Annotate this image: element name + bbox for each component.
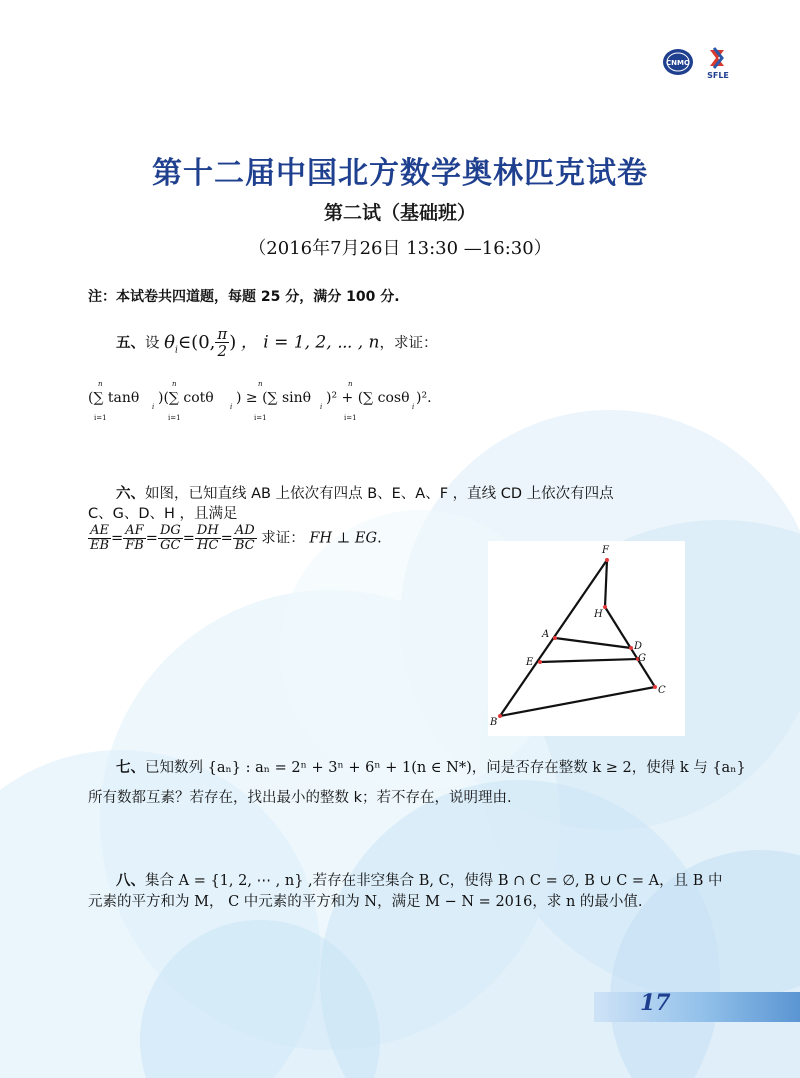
q5-ineq-sub-i2: i xyxy=(230,403,233,411)
q7-line2: 所有数都互素？若存在，找出最小的整数 k；若不存在，说明理由. xyxy=(88,790,512,806)
q5-sum1-top: n xyxy=(98,380,103,388)
q5-inequality xyxy=(88,378,432,426)
exam-date: （2016年7月26日 13:30 —16:30） xyxy=(248,238,552,259)
q8-line1 xyxy=(116,870,723,892)
segment-F-to-H xyxy=(605,560,607,607)
q6-eq3: = xyxy=(182,530,195,547)
q5-ineq-part-d: )² + (∑ cosθ xyxy=(326,390,410,406)
label-C: C xyxy=(658,685,666,696)
q6-frac3-den: GC xyxy=(160,538,181,553)
label-F: F xyxy=(602,545,609,556)
exam-title: 第十二届中国北方数学奥林匹克试卷 xyxy=(152,156,648,191)
q6-ratio-condition xyxy=(88,524,382,553)
q6-frac3-num: DG xyxy=(159,523,181,538)
q5-lead: 设 xyxy=(145,335,160,352)
q5-sum2-top: n xyxy=(172,380,177,388)
q6-eq1: = xyxy=(111,530,124,547)
label-D: D xyxy=(634,641,643,652)
q6-line1 xyxy=(116,483,614,505)
exam-subtitle: 第二试（基础班） xyxy=(323,202,476,224)
q5-sum2-bot: i=1 xyxy=(168,414,181,422)
q6-eq4: = xyxy=(220,530,233,547)
q5-theta: θ xyxy=(164,331,175,353)
q6-frac1-den: EB xyxy=(90,538,110,553)
q6-frac4-den: HC xyxy=(197,538,219,553)
point-C xyxy=(653,685,657,689)
q6-figure-diagram xyxy=(488,541,685,736)
q5-close: ) xyxy=(229,331,237,353)
q6-claim: FH ⊥ EG xyxy=(309,530,378,547)
exam-note: 注：本试卷共四道题，每题 25 分，满分 100 分. xyxy=(88,289,400,305)
segment-AD xyxy=(555,638,631,648)
page-number: 17 xyxy=(640,990,671,1016)
q6-frac4-num: DH xyxy=(196,523,219,538)
q5-sum4-bot: i=1 xyxy=(344,414,357,422)
point-F xyxy=(605,558,609,562)
q5-index-range: ， i = 1, 2, ⋯ , n xyxy=(240,332,380,353)
q5-theta-sub: i xyxy=(174,345,178,356)
q7-line1-text: 已知数列 {aₙ} : aₙ = 2ⁿ + 3ⁿ + 6ⁿ + 1(n ∈ N*)，问是否存在整数 k ≥ 2，使得 k 与 {aₙ} xyxy=(145,760,746,776)
q5-ineq-sub-i1: i xyxy=(152,403,155,411)
q6-period: . xyxy=(377,530,382,547)
q8-line2: 元素的平方和为 M， C 中元素的平方和为 N，满足 M − N = 2016，求 n 的最小值. xyxy=(88,894,643,910)
point-H xyxy=(603,605,607,609)
q5-ineq-part-b: )(∑ cotθ xyxy=(158,390,214,406)
point-A xyxy=(553,636,557,640)
label-B: B xyxy=(490,717,498,728)
q7-number: 七、 xyxy=(116,760,145,776)
q8-number: 八、 xyxy=(116,873,145,889)
cnmo-logo-text: CNMO xyxy=(666,59,690,67)
q5-sum3-top: n xyxy=(258,380,263,388)
label-H: H xyxy=(594,609,603,620)
q6-line2: C、G、D、H ，且满足 xyxy=(88,506,238,522)
q5-statement xyxy=(116,326,437,361)
q5-sum3-bot: i=1 xyxy=(254,414,267,422)
q5-ineq-part-c: ) ≥ (∑ sinθ xyxy=(236,390,312,406)
point-E xyxy=(538,660,542,664)
segment-BC xyxy=(500,687,655,716)
q6-figure xyxy=(488,541,685,736)
point-B xyxy=(498,714,502,718)
q5-tail: ，求证： xyxy=(379,335,438,352)
q6-eq2: = xyxy=(145,530,158,547)
q6-frac1-num: AE xyxy=(88,524,111,539)
label-E: E xyxy=(526,657,534,668)
q6-frac5-num: AD xyxy=(234,523,255,538)
page-number-bar xyxy=(594,992,800,1022)
q5-ineq-sub-i3: i xyxy=(320,403,323,411)
q5-ineq-sub-i4: i xyxy=(412,403,415,411)
q7-line1 xyxy=(116,757,746,779)
q6-frac5-den: BC xyxy=(234,538,255,553)
q5-number: 五、 xyxy=(116,335,145,352)
q6-line1-text: 如图，已知直线 AB 上依次有四点 B、E、A、F ，直线 CD 上依次有四点 xyxy=(145,486,614,502)
sfle-logo-text: SFLE xyxy=(707,71,729,80)
q5-sum4-top: n xyxy=(348,380,353,388)
q5-in: ∈(0, xyxy=(177,331,216,353)
q5-inequality-formula xyxy=(88,378,432,422)
q5-sum1-bot: i=1 xyxy=(94,414,107,422)
q6-number: 六、 xyxy=(116,486,145,502)
q8-line1-text: 集合 A = {1, 2, ⋯ , n} ,若存在非空集合 B, C，使得 B ∩ C = ∅, B ∪ C = A，且 B 中 xyxy=(145,873,723,889)
header-logos xyxy=(662,42,736,82)
q5-ineq-part-e: )². xyxy=(416,390,432,406)
q5-ineq-part-a: (∑ tanθ xyxy=(88,390,140,406)
q6-frac2-num: AF xyxy=(123,524,146,539)
q6-frac2-den: FB xyxy=(125,538,144,553)
point-D xyxy=(629,646,633,650)
q6-prove: 求证： xyxy=(261,530,305,547)
q5-two: 2 xyxy=(217,342,228,360)
q5-pi: π xyxy=(217,325,228,343)
label-G: G xyxy=(638,653,646,664)
label-A: A xyxy=(542,629,550,640)
segment-EG xyxy=(540,659,638,662)
